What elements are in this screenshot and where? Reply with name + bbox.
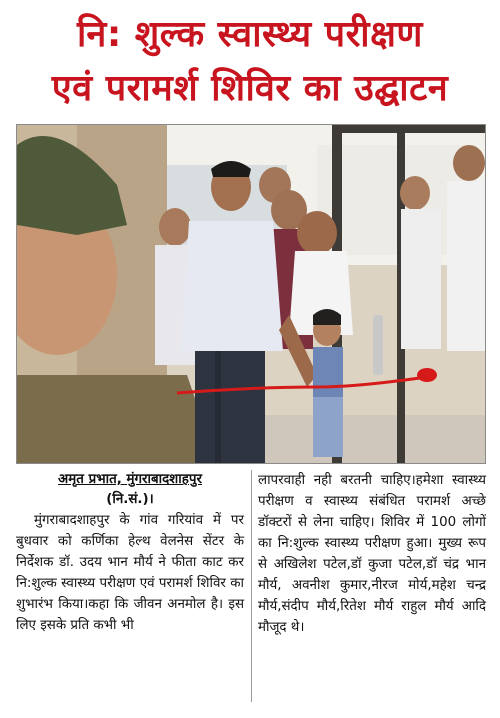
ribbon-cutting-photo — [17, 125, 485, 463]
column-divider — [251, 470, 252, 702]
article-column-left — [16, 470, 244, 636]
dateline — [16, 470, 244, 510]
article-body-right: लापरवाही नही बरतनी चाहिए।हमेशा स्वास्थ्य परीक्षण व स्वास्थ्य संबंधित परामर्श अच्छे डॉक्टरों से लेना चाहिए। शिविर में 100 लोगों का नि:शुल्क स्वास्थ्य परीक्षण हुआ। मुख्य रूप से अखिलेश पटेल,डॉ कुजा पटेल,डॉ चंद्र भान मौर्य, अवनीश कुमार,नीरज मोर्य,महेश चन्द्र मौर्य,संदीप मौर्य,रितेश मौर्य राहुल मौर्य आदि मौजूद थे। — [258, 473, 486, 635]
article-body-left: मुंगराबादशाहपुर के गांव गरियांव में पर बुधवार को कर्णिका हेल्थ वेलनेस सेंटर के निर्देशक डॉ. उदय भान मौर्य ने फीता काट कर नि:शुल्क स्वास्थ्य परीक्षण एवं परामर्श शिविर का शुभारंभ किया।कहा कि जीवन अनमोल है। इस लिए इसके प्रति कभी भी — [16, 513, 244, 633]
dateline-source: (नि.सं.)। — [106, 492, 154, 507]
headline — [0, 0, 500, 114]
headline-line-1: नि: शुल्क स्वास्थ्य परीक्षण — [77, 14, 423, 55]
article-column-right — [258, 470, 486, 638]
dateline-place: अमृत प्रभात, मुंगराबादशाहपुर — [58, 472, 202, 487]
news-photo — [16, 124, 486, 464]
headline-line-2: एवं परामर्श शिविर का उद्घाटन — [51, 68, 449, 109]
